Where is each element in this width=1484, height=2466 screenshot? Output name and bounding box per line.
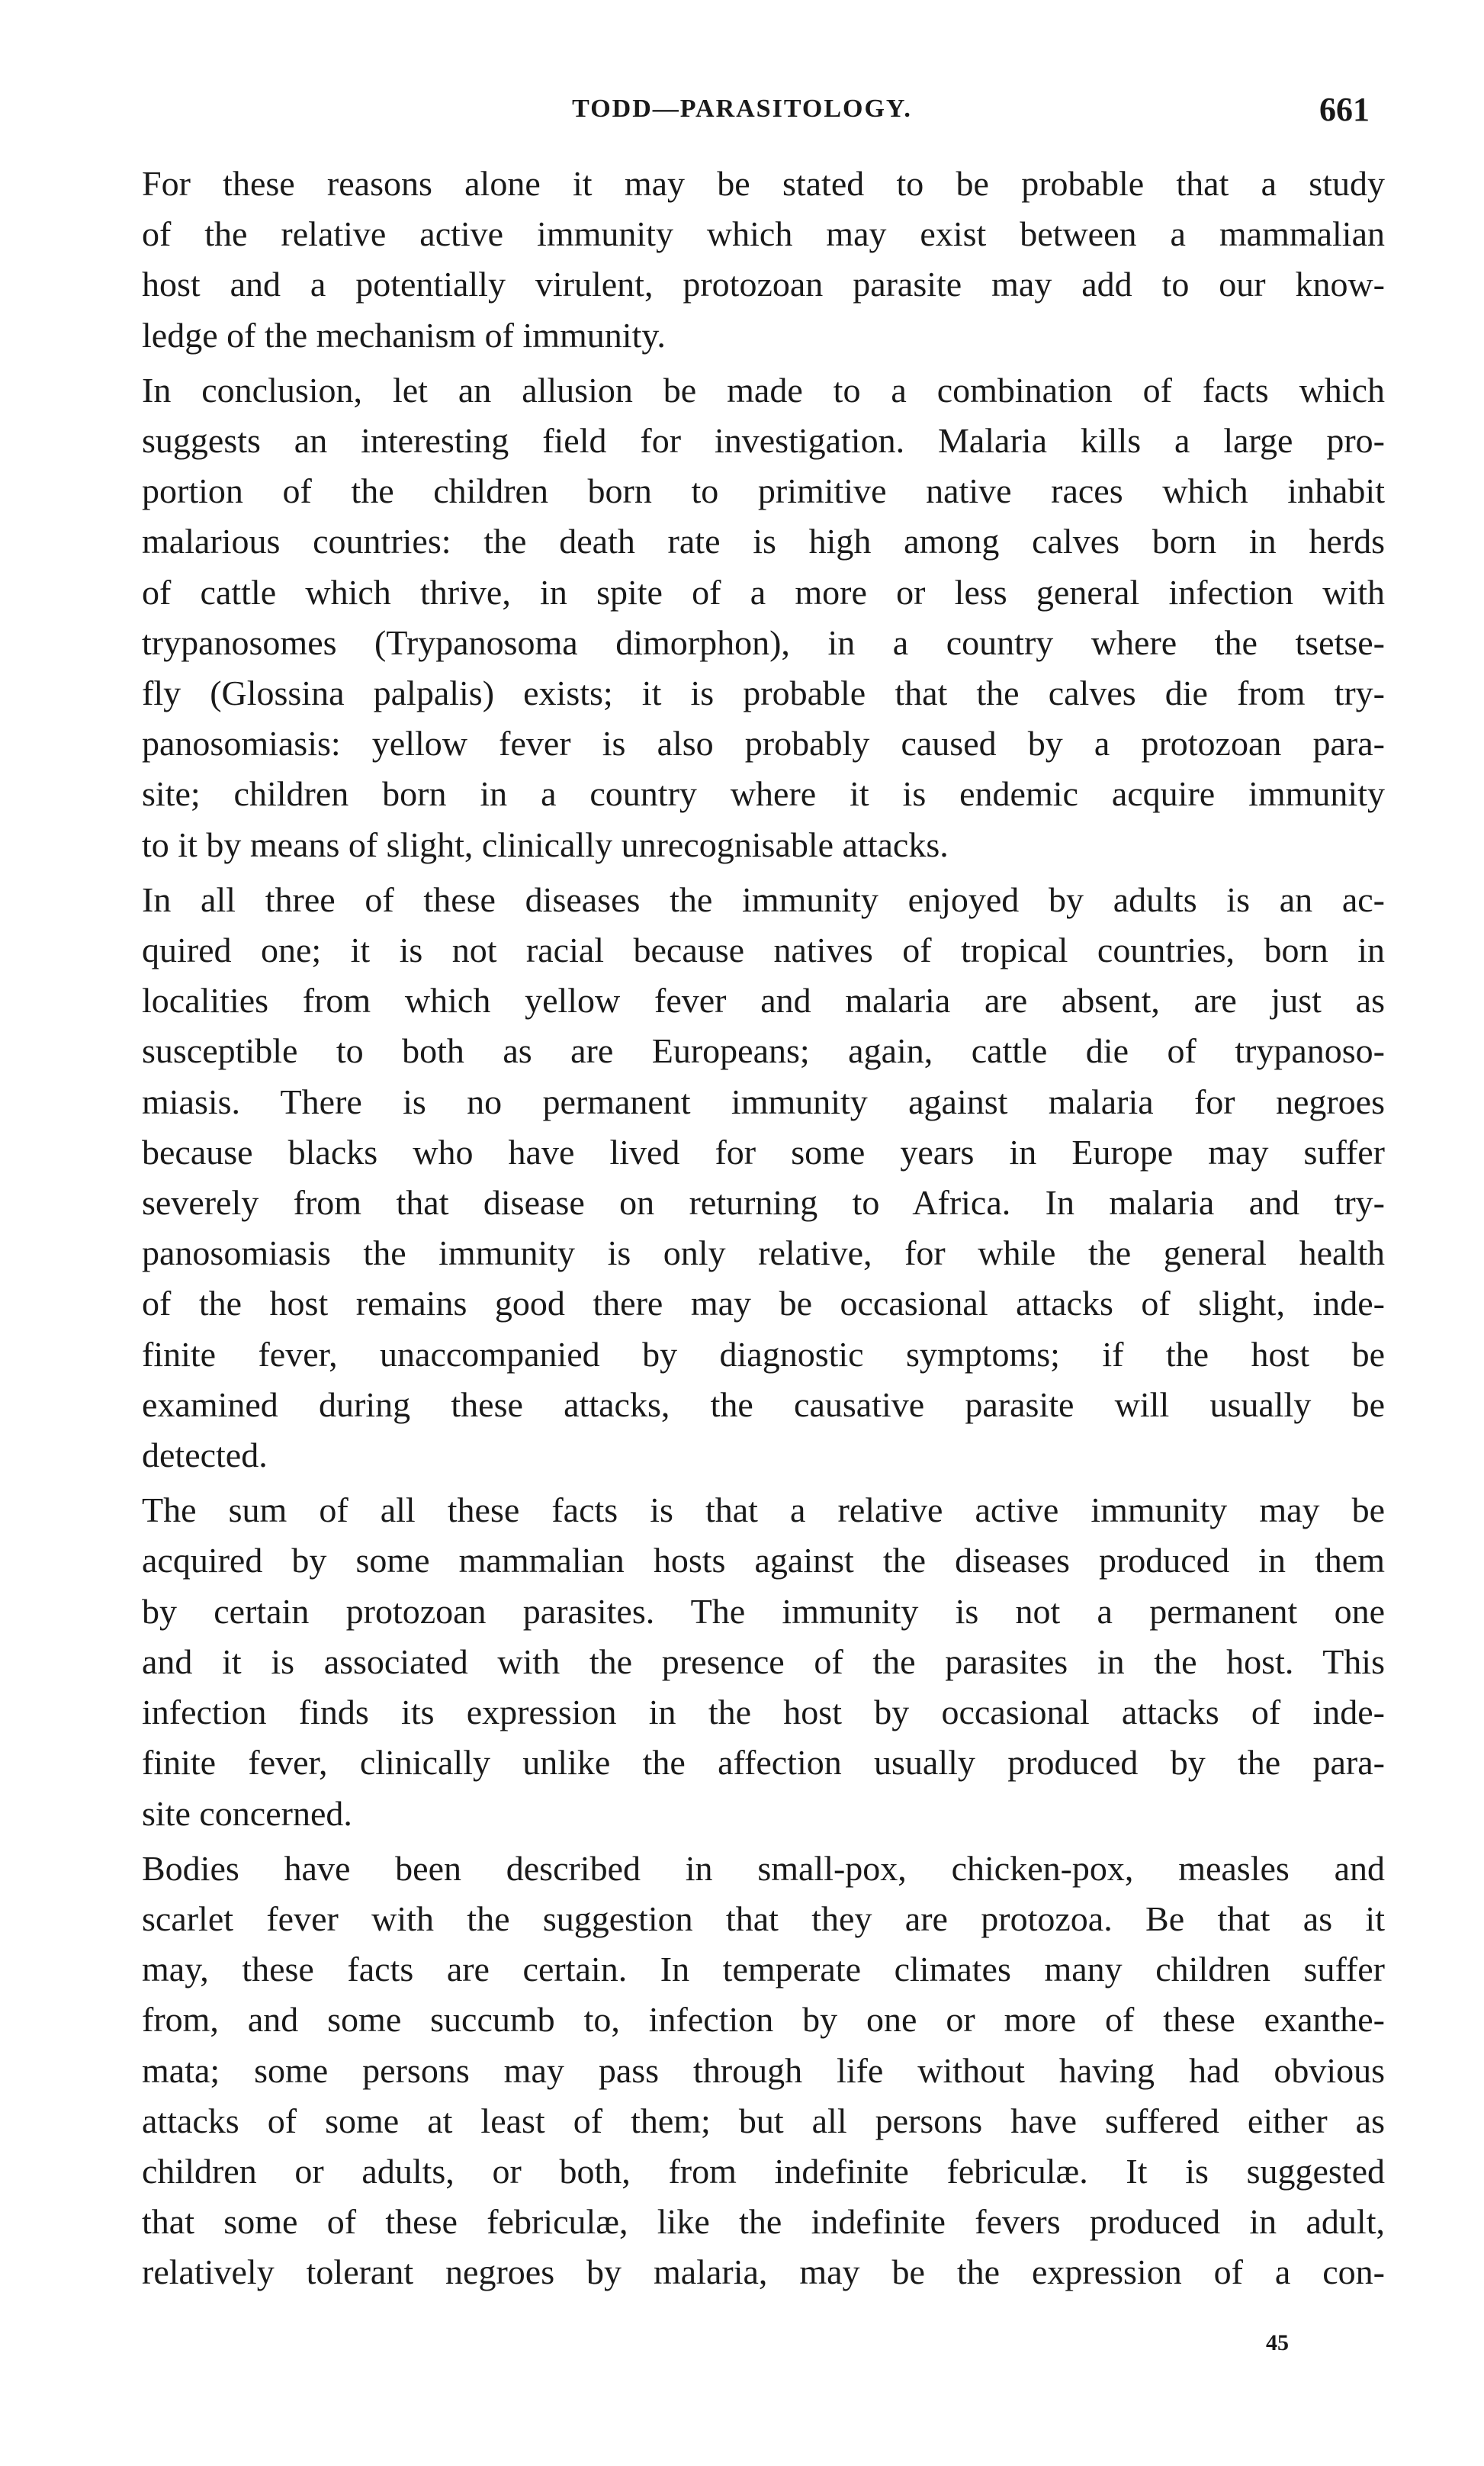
text-line: malarious countries: the death rate is high among calves born in herds <box>142 522 1385 561</box>
text-line: ledge of the mechanism of immunity. <box>142 315 666 355</box>
text-line: panosomiasis the immunity is only relative, for while the general health <box>142 1233 1385 1273</box>
running-head <box>99 90 1385 136</box>
text-line: of the relative active immunity which may exist between a mammalian <box>142 214 1385 254</box>
text-line: scarlet fever with the suggestion that they are protozoa. Be that as it <box>142 1899 1385 1938</box>
text-line: of cattle which thrive, in spite of a more or less general infection with <box>142 572 1385 612</box>
text-line: finite fever, clinically unlike the affection usually produced by the para- <box>142 1743 1385 1783</box>
text-line: trypanosomes (Trypanosoma dimorphon), in a country where the tsetse- <box>142 622 1385 662</box>
text-line: infection finds its expression in the host by occasional attacks of inde- <box>142 1693 1385 1732</box>
running-title: TODD—PARASITOLOGY. <box>572 95 912 123</box>
paragraph <box>99 159 1385 361</box>
text-line: relatively tolerant negroes by malaria, may be the expression of a con- <box>142 2252 1385 2292</box>
text-line: to it by means of slight, clinically unrecognisable attacks. <box>142 825 949 864</box>
text-line: The sum of all these facts is that a relative active immunity may be <box>142 1490 1385 1530</box>
text-line: that some of these febriculæ, like the indefinite fevers produced in adult, <box>142 2202 1385 2242</box>
text-line: site; children born in a country where it is endemic acquire immunity <box>142 774 1385 814</box>
text-line: portion of the children born to primitive native races which inhabit <box>142 471 1385 511</box>
text-line: may, these facts are certain. In temperate climates many children suffer <box>142 1950 1385 1989</box>
text-line: site concerned. <box>142 1793 352 1833</box>
text-line: of the host remains good there may be occasional attacks of slight, inde- <box>142 1284 1385 1323</box>
text-line: because blacks who have lived for some years in Europe may suffer <box>142 1132 1385 1172</box>
paragraph <box>99 1485 1385 1838</box>
paragraph <box>99 875 1385 1481</box>
text-line: In all three of these diseases the immunity enjoyed by adults is an ac- <box>142 879 1385 919</box>
paragraph <box>99 365 1385 870</box>
paragraph <box>99 1844 1385 2298</box>
text-line: examined during these attacks, the causative parasite will usually be <box>142 1384 1385 1424</box>
text-line: mata; some persons may pass through life without having had obvious <box>142 2050 1385 2090</box>
text-line: fly (Glossina palpalis) exists; it is probable that the calves die from try- <box>142 674 1385 713</box>
body-text <box>99 159 1385 2303</box>
text-line: In conclusion, let an allusion be made to a combination of facts which <box>142 370 1385 410</box>
text-line: detected. <box>142 1436 268 1475</box>
page-number: 661 <box>1319 91 1370 128</box>
text-line: children or adults, or both, from indefinite febriculæ. It is suggested <box>142 2151 1385 2191</box>
text-line: Bodies have been described in small-pox, chicken-pox, measles and <box>142 1848 1385 1888</box>
text-line: severely from that disease on returning to Africa. In malaria and try- <box>142 1183 1385 1223</box>
text-line: suggests an interesting field for investigation. Malaria kills a large pro- <box>142 421 1385 461</box>
text-line: from, and some succumb to, infection by one or more of these exanthe- <box>142 2000 1385 2040</box>
text-line: For these reasons alone it may be stated to be probable that a study <box>142 164 1385 203</box>
text-line: susceptible to both as are Europeans; again, cattle die of trypanoso- <box>142 1031 1385 1071</box>
signature-mark: 45 <box>1266 2330 1289 2355</box>
text-line: and it is associated with the presence of the parasites in the host. This <box>142 1641 1385 1681</box>
text-line: miasis. There is no permanent immunity against malaria for negroes <box>142 1082 1385 1121</box>
text-line: quired one; it is not racial because natives of tropical countries, born in <box>142 931 1385 970</box>
text-line: by certain protozoan parasites. The immunity is not a permanent one <box>142 1591 1385 1631</box>
text-line: panosomiasis: yellow fever is also probably caused by a protozoan para- <box>142 724 1385 764</box>
text-line: attacks of some at least of them; but all persons have suffered either as <box>142 2101 1385 2140</box>
text-line: localities from which yellow fever and malaria are absent, are just as <box>142 981 1385 1021</box>
text-line: acquired by some mammalian hosts against the diseases produced in them <box>142 1541 1385 1580</box>
text-line: finite fever, unaccompanied by diagnostic symptoms; if the host be <box>142 1334 1385 1374</box>
text-line: host and a potentially virulent, protozoan parasite may add to our know- <box>142 265 1385 304</box>
